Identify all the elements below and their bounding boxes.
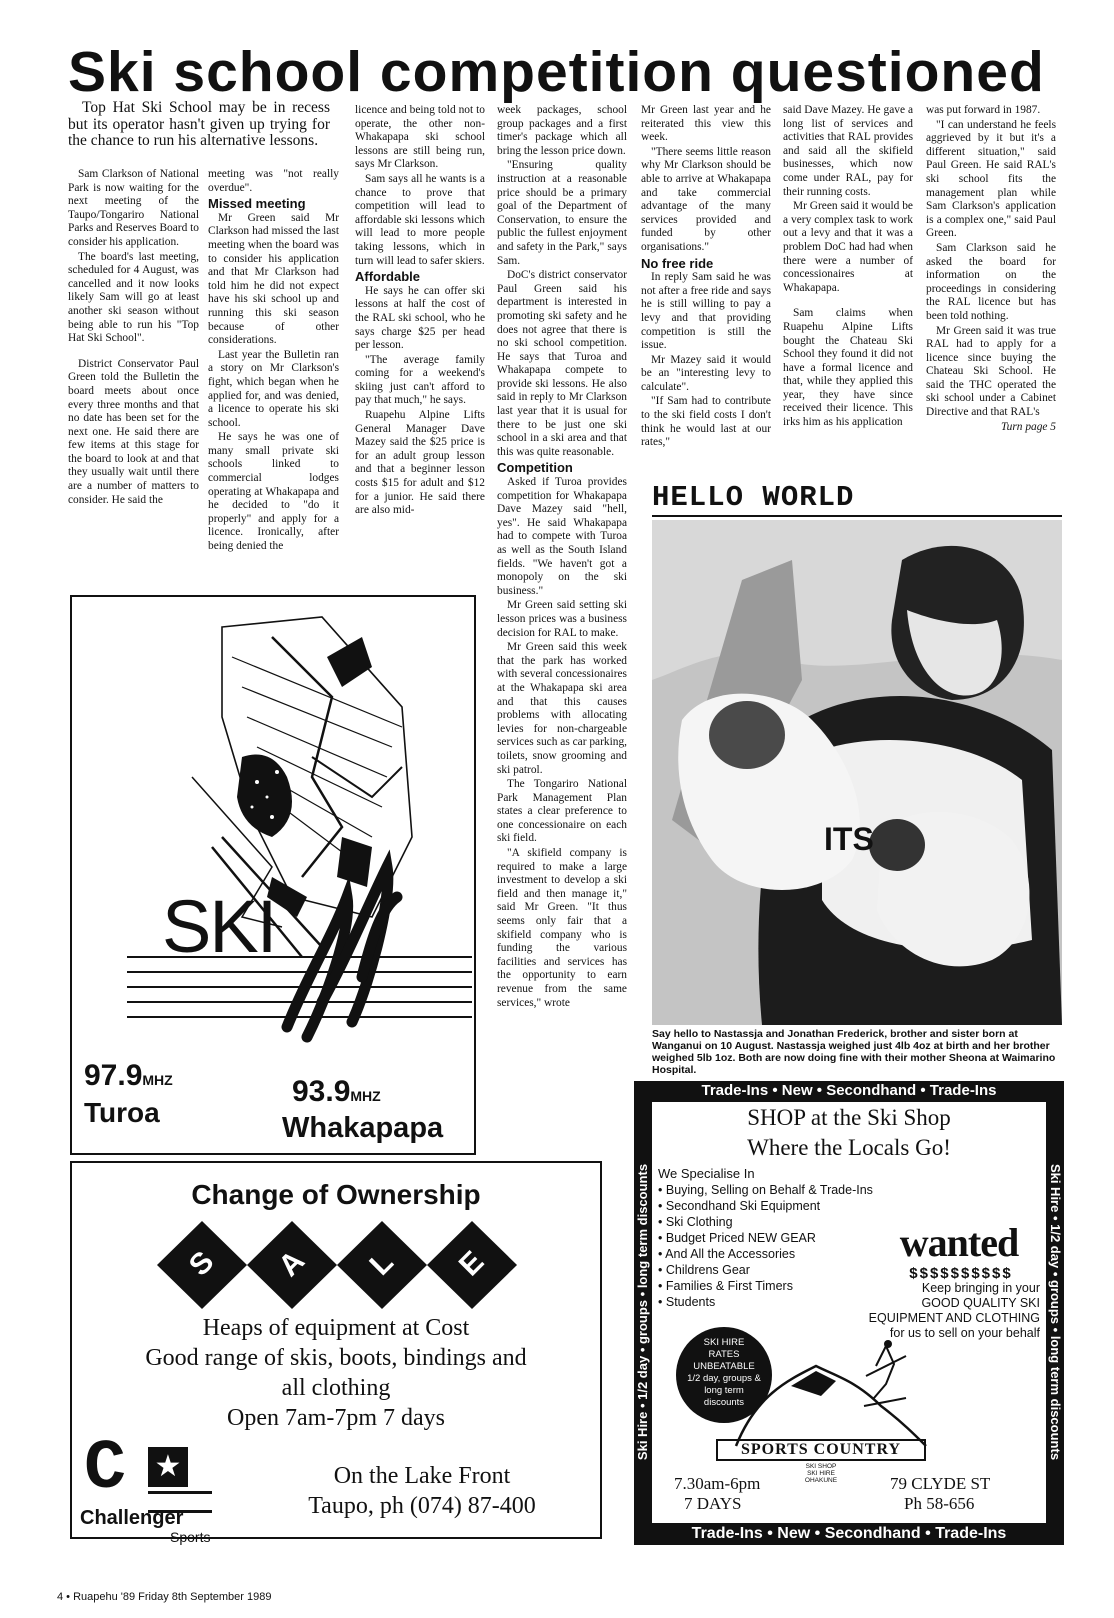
col4-p5: Mr Green said setting ski lesson prices was a business decision for RAL to make. [497, 599, 627, 639]
shop-title-1: SHOP at the Ski Shop [747, 1105, 951, 1130]
col4-p7: The Tongariro National Park Management Plan states a clear preference to one concessionaire on each ski field. [497, 778, 627, 845]
sports-country-banner: SPORTS COUNTRY [716, 1439, 926, 1461]
sale-letter-s: S [182, 1244, 221, 1283]
challenger-sub: Sports [170, 1529, 211, 1545]
col3-p1: licence and being told not to operate, the other non-Whakapapa ski school lessons are still being run, says Mr Clarkson. [355, 104, 485, 171]
hire-line: SKI HIRE [703, 1337, 745, 1348]
sale-letter-e: E [452, 1244, 491, 1283]
cow-line-4: Open 7am-7pm 7 days [227, 1405, 445, 1431]
col4-p8: "A skifield company is required to make a large investment to develop a ski field and then manage it," said Mr Green. "It thus seems only fair that a skifield company who is funding the various facilities and services has the opportunity to earn revenue from the same services," wrote [497, 847, 627, 1009]
shop-hours: 7.30am-6pm [674, 1474, 761, 1493]
col6-p2: Mr Green said it would be a very complex task to work out a levy and that it was a problem DoC had had when there were a number of concessionaires at Whakapapa. [783, 200, 913, 294]
subhead-competition: Competition [497, 460, 573, 476]
sc-sub-line: SKI HIRE [807, 1470, 835, 1477]
spec-item: • Families & First Timers [658, 1279, 793, 1293]
turoa-frequency [84, 1059, 173, 1093]
svg-text:ITS: ITS [824, 821, 874, 857]
cow-location: On the Lake Front [333, 1463, 511, 1489]
cow-line-3: all clothing [281, 1375, 391, 1401]
ski-shop-advertisement [634, 1081, 1064, 1545]
col3-p3: He says he can offer ski lessons at half the cost of the RAL ski school, who he says charge $25 per head per lesson. [355, 284, 485, 352]
lead-paragraph [68, 100, 330, 166]
wanted-dollars: $$$$$$$$$$ [909, 1265, 1013, 1282]
wanted-line: for us to sell on your behalf [889, 1326, 1040, 1340]
whakapapa-label: Whakapapa [282, 1112, 444, 1144]
page-footer: 4 • Ruapehu '89 Friday 8th September 1989 [57, 1591, 272, 1603]
challenger-c-mark: C [84, 1430, 127, 1509]
wanted-text [844, 1281, 1040, 1341]
hire-line: 1/2 day, groups & [687, 1373, 761, 1384]
article-column-1 [68, 168, 199, 580]
shop-days: 7 DAYS [684, 1494, 742, 1513]
hire-line: long term [704, 1385, 744, 1396]
wanted-line: Keep bringing in your [921, 1281, 1040, 1295]
col2-p4: He says he was one of many small private ski schools linked to commercial lodges operating at Whakapapa and he decided to "do it properly" and apply for a licence. Ironically, after being denied the [208, 431, 339, 553]
subhead-affordable: Affordable [355, 269, 420, 285]
side-right-text: Ski Hire • 1/2 day • groups • long term discounts [1048, 1163, 1063, 1461]
whakapapa-frequency [292, 1075, 381, 1109]
turoa-freq-number: 97.9 [84, 1059, 143, 1092]
sc-sub-line: SKI SHOP [805, 1463, 837, 1470]
article-column-7 [926, 104, 1056, 476]
col5-p2: "There seems little reason why Mr Clarkson should be able to arrive at Whakapapa and take commercial advantage of the many services provided and funded by other organisations." [641, 145, 771, 253]
ski-logo-text: SKI [162, 885, 276, 968]
col4-p2: "Ensuring quality instruction at a reasonable price should be a primary goal of the Department of Conservation, to ensure the public the fullest enjoyment and safety in the Park," says Sam. [497, 159, 627, 267]
col1-p2: The board's last meeting, scheduled for 4 August, was cancelled and it now looks likely Sam will go at least another ski season without being able to run his "Top Hat Ski School". [68, 250, 199, 345]
col1-p1: Sam Clarkson of National Park is now waiting for the next meeting of the Taupo/Tongariro National Parks and Reserves Board to consider his application. [68, 168, 199, 248]
col1-p3: District Conservator Paul Green told the Bulletin the board meets about once every three months and that no date has been set for the next one. He said there are few items at this stage for the board to look at and that they usually wait until there are a number of matters to consider. He said the [68, 357, 199, 506]
wanted-line: EQUIPMENT AND CLOTHING [868, 1311, 1040, 1325]
hire-line: UNBEATABLE [693, 1361, 755, 1372]
turoa-label: Turoa [84, 1097, 160, 1128]
sports-country-sub [791, 1463, 851, 1484]
sale-letter-a: A [272, 1244, 311, 1283]
specialise-heading: We Specialise In [658, 1166, 755, 1181]
challenger-brand: Challenger [80, 1507, 184, 1529]
col7-p4: Mr Green said it was true RAL had to apply for a licence since buying the Chateau Ski School. He said the THC operated the ski school under a Cabinet Directive and that RAL's [926, 324, 1056, 419]
spec-item: • Students [658, 1295, 716, 1309]
cow-line-1: Heaps of equipment at Cost [202, 1315, 470, 1341]
shop-title-2: Where the Locals Go! [747, 1135, 951, 1160]
col5-p1: Mr Green last year and he reiterated this view this week. [641, 104, 771, 144]
subhead-missed-meeting: Missed meeting [208, 196, 306, 212]
col4-p6: Mr Green said this week that the park has worked with several concessionaires at the Whakapapa ski area and that this causes problems with allocating levies for non-chargeable services such as car parking, toilets, snow grooming and ski patrol. [497, 641, 627, 776]
band-top: Trade-Ins • New • Secondhand • Trade-Ins [652, 1081, 1046, 1101]
side-left-text: Ski Hire • 1/2 day • groups • long term discounts [635, 1163, 650, 1461]
challenger-logo [80, 1430, 220, 1545]
article-column-3 [355, 104, 485, 582]
hire-line: discounts [703, 1397, 745, 1408]
col7-p1: was put forward in 1987. [926, 104, 1041, 116]
spec-item: • Childrens Gear [658, 1263, 750, 1277]
star-icon: ★ [154, 1450, 182, 1483]
col3-p5: Ruapehu Alpine Lifts General Manager Dave Mazey said the $25 price is for an adult group lesson and that a beginner lesson costs $15 for adult and $12 for a junior. He said there are also mid- [355, 409, 485, 517]
hello-title-rule [652, 515, 1062, 517]
col6-p1: said Dave Mazey. He gave a long list of services and activities that RAL provides and said all the skifield businesses, which now come under RAL, pay for their running costs. [783, 104, 913, 198]
col5-p3: In reply Sam said he was not after a free ride and says he is still willing to pay a levy and that providing competition is still the issue. [641, 271, 771, 352]
cow-phone: Taupo, ph (074) 87-400 [308, 1493, 536, 1519]
col7-p2: "I can understand he feels aggrieved by it but it's a different situation," said Paul Green. He said RAL's ski school fits the management plan while Sam Clarkson's application is a complex one," said Paul Green. [926, 118, 1056, 240]
col4-p4: Asked if Turoa provides competition for Whakapapa Dave Mazey said "hell, yes". He said Whakapapa had to compete with Turoa as well as the South Island fields. "We haven't got a monopoly on the ski business." [497, 476, 627, 597]
headline: Ski school competition questioned [68, 40, 1045, 104]
wanted-line: GOOD QUALITY SKI [921, 1296, 1040, 1310]
subhead-no-free-ride: No free ride [641, 255, 714, 271]
cow-title: Change of Ownership [191, 1179, 481, 1210]
spec-item: • Buying, Selling on Behalf & Trade-Ins [658, 1183, 873, 1197]
article-column-6 [783, 104, 913, 476]
spec-item: • And All the Accessories [658, 1247, 796, 1261]
hire-line: RATES [708, 1349, 740, 1360]
col3-p2: Sam says all he wants is a chance to prove that competition will lead to affordable ski lessons which will lead to more people taking lessons, which in turn will lead to safer skiers. [355, 172, 485, 267]
spec-item: • Secondhand Ski Equipment [658, 1199, 821, 1213]
col5-p5: "If Sam had to contribute to the ski field costs I don't think he would last at our rates," [641, 395, 771, 449]
turoa-freq-unit: MHZ [142, 1072, 173, 1088]
band-bottom: Trade-Ins • New • Secondhand • Trade-Ins [652, 1523, 1046, 1545]
photo-illustration [652, 520, 1062, 1025]
col5-p4: Mr Mazey said it would be an "interesting levy to calculate". [641, 353, 771, 393]
sc-sub-line: OHAKUNE [804, 1477, 838, 1484]
whakapapa-freq-unit: MHZ [350, 1088, 381, 1104]
photo-caption: Say hello to Nastassja and Jonathan Frederick, brother and sister born at Wanganui on 10 August. Nastassja weighed just 4lb 4oz at birth and her brother weighed 5lb 1oz. Both are now doing fine with their mother Sheona at Waimarino Hospital. [652, 1028, 1056, 1076]
col4-p1: week packages, school group packages and a first timer's package which all bring the lesson price down. [497, 104, 627, 157]
col2-p2: Mr Green said Mr Clarkson had missed the last meeting when the board was to consider his application and that Mr Clarkson had told him he did not expect have his ski school up and running this ski season because of other considerations. [208, 211, 339, 347]
col4-p3: DoC's district conservator Paul Green said his department is interested in promoting ski safety and he does not agree that there is no ski school competition. He says that Turoa and Whakapapa compete to provide ski lessons. He also said in reply to Mr Clarkson last year that it is usual for there to be just one ski school in a ski area and that this was quite reasonable. [497, 269, 627, 458]
lead-text: Top Hat Ski School may be in recess but its operator hasn't given up trying for the chance to run his alternative lessons. [68, 100, 330, 149]
article-column-2 [208, 168, 339, 580]
wanted-heading: wanted [899, 1220, 1019, 1265]
ski-fm-advertisement [70, 595, 476, 1155]
turn-page-link[interactable]: Turn page 5 [1000, 420, 1056, 433]
article-column-5 [641, 104, 771, 476]
spec-item: • Budget Priced NEW GEAR [658, 1231, 816, 1245]
col2-p3: Last year the Bulletin ran a story on Mr Clarkson's fight, which began when he applied for, and was denied, a licence to operate his ski school. [208, 348, 339, 429]
article-column-4 [497, 104, 627, 1156]
spec-item: • Ski Clothing [658, 1215, 733, 1229]
cow-line-2: Good range of skis, boots, bindings and [145, 1345, 527, 1371]
hello-world-title: HELLO WORLD [652, 481, 855, 514]
sports-country-mountain-logo [716, 1336, 936, 1456]
shop-address: 79 CLYDE ST [890, 1474, 991, 1493]
change-of-ownership-advertisement [70, 1161, 602, 1545]
shop-phone: Ph 58-656 [904, 1494, 975, 1513]
sale-letter-l: L [363, 1245, 400, 1282]
whakapapa-freq-number: 93.9 [292, 1075, 351, 1108]
col6-p3: Sam claims when Ruapehu Alpine Lifts bought the Chateau Ski School they found it did not have a formal licence and that, while they applied this year, they have since received their licence. This irks him as his application [783, 307, 913, 429]
mother-and-twins-photo [652, 520, 1062, 1025]
col2-p1: meeting was "not really overdue". [208, 168, 339, 194]
col3-p4: "The average family coming for a weekend's skiing just can't afford to pay that much," he says. [355, 353, 485, 407]
col7-p3: Sam Clarkson said he asked the board for information on the proceedings in considering the RAL licence but has been told nothing. [926, 241, 1056, 322]
